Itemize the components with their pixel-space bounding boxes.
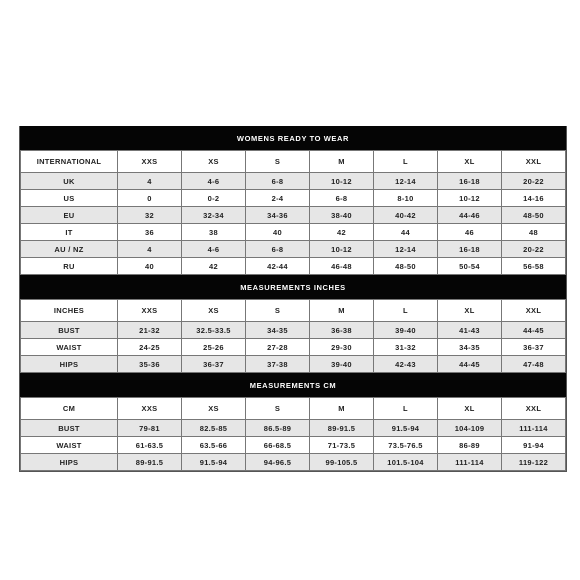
header-cell: XXS [118, 151, 182, 173]
size-value-cell: 6-8 [246, 241, 310, 258]
header-cell: XL [438, 151, 502, 173]
size-value-cell: 73.5-76.5 [374, 437, 438, 454]
size-value-cell: 34-35 [246, 322, 310, 339]
size-value-cell: 42 [182, 258, 246, 275]
size-value-cell: 101.5-104 [374, 454, 438, 471]
size-value-cell: 4-6 [182, 241, 246, 258]
header-cell: XL [438, 300, 502, 322]
size-table-measurements-inches [20, 299, 566, 373]
table-row [21, 454, 566, 471]
table-row [21, 224, 566, 241]
table-row [21, 322, 566, 339]
size-value-cell: 99-105.5 [310, 454, 374, 471]
size-value-cell: 44 [374, 224, 438, 241]
size-value-cell: 86-89 [438, 437, 502, 454]
size-value-cell: 12-14 [374, 241, 438, 258]
table-header-row [21, 151, 566, 173]
row-label-cell: EU [21, 207, 118, 224]
size-value-cell: 40-42 [374, 207, 438, 224]
header-cell: M [310, 300, 374, 322]
size-value-cell: 31-32 [374, 339, 438, 356]
header-cell: XS [182, 398, 246, 420]
row-label-cell: IT [21, 224, 118, 241]
size-value-cell: 119-122 [502, 454, 566, 471]
size-value-cell: 111-114 [502, 420, 566, 437]
size-value-cell: 6-8 [246, 173, 310, 190]
size-value-cell: 36 [118, 224, 182, 241]
row-label-cell: HIPS [21, 356, 118, 373]
size-value-cell: 39-40 [374, 322, 438, 339]
size-value-cell: 44-45 [438, 356, 502, 373]
size-value-cell: 10-12 [310, 173, 374, 190]
size-value-cell: 42 [310, 224, 374, 241]
header-cell: XS [182, 300, 246, 322]
section-title-measurements-cm: MEASUREMENTS CM [20, 373, 566, 397]
table-row [21, 258, 566, 275]
size-value-cell: 14-16 [502, 190, 566, 207]
size-value-cell: 91.5-94 [182, 454, 246, 471]
section-title-womens-ready-to-wear: WOMENS READY TO WEAR [20, 126, 566, 150]
row-label-cell: BUST [21, 420, 118, 437]
row-label-cell: HIPS [21, 454, 118, 471]
size-value-cell: 29-30 [310, 339, 374, 356]
size-value-cell: 34-35 [438, 339, 502, 356]
row-label-cell: WAIST [21, 437, 118, 454]
size-value-cell: 63.5-66 [182, 437, 246, 454]
size-value-cell: 91.5-94 [374, 420, 438, 437]
size-value-cell: 61-63.5 [118, 437, 182, 454]
size-value-cell: 16-18 [438, 173, 502, 190]
table-header-row [21, 300, 566, 322]
table-row [21, 190, 566, 207]
size-value-cell: 89-91.5 [310, 420, 374, 437]
size-value-cell: 36-37 [182, 356, 246, 373]
header-cell: XXL [502, 300, 566, 322]
size-value-cell: 32-34 [182, 207, 246, 224]
size-value-cell: 91-94 [502, 437, 566, 454]
size-value-cell: 0 [118, 190, 182, 207]
size-value-cell: 10-12 [438, 190, 502, 207]
header-cell: M [310, 151, 374, 173]
size-value-cell: 2-4 [246, 190, 310, 207]
size-value-cell: 16-18 [438, 241, 502, 258]
size-value-cell: 71-73.5 [310, 437, 374, 454]
header-cell: XL [438, 398, 502, 420]
row-label-cell: UK [21, 173, 118, 190]
section-title-measurements-inches: MEASUREMENTS INCHES [20, 275, 566, 299]
size-value-cell: 56-58 [502, 258, 566, 275]
header-cell: CM [21, 398, 118, 420]
size-value-cell: 46-48 [310, 258, 374, 275]
size-value-cell: 35-36 [118, 356, 182, 373]
size-value-cell: 36-37 [502, 339, 566, 356]
size-value-cell: 44-46 [438, 207, 502, 224]
size-table-womens-ready-to-wear [20, 150, 566, 275]
size-value-cell: 38-40 [310, 207, 374, 224]
header-cell: S [246, 151, 310, 173]
size-table-measurements-cm [20, 397, 566, 471]
size-value-cell: 42-44 [246, 258, 310, 275]
table-row [21, 356, 566, 373]
size-value-cell: 40 [246, 224, 310, 241]
row-label-cell: RU [21, 258, 118, 275]
size-value-cell: 0-2 [182, 190, 246, 207]
header-cell: L [374, 398, 438, 420]
size-value-cell: 12-14 [374, 173, 438, 190]
size-chart [19, 126, 567, 472]
size-value-cell: 48 [502, 224, 566, 241]
table-row [21, 420, 566, 437]
size-value-cell: 34-36 [246, 207, 310, 224]
size-value-cell: 39-40 [310, 356, 374, 373]
size-value-cell: 66-68.5 [246, 437, 310, 454]
header-cell: S [246, 398, 310, 420]
size-value-cell: 32 [118, 207, 182, 224]
size-value-cell: 8-10 [374, 190, 438, 207]
size-value-cell: 20-22 [502, 241, 566, 258]
size-value-cell: 89-91.5 [118, 454, 182, 471]
size-value-cell: 46 [438, 224, 502, 241]
row-label-cell: WAIST [21, 339, 118, 356]
table-row [21, 339, 566, 356]
row-label-cell: AU / NZ [21, 241, 118, 258]
size-value-cell: 50-54 [438, 258, 502, 275]
size-value-cell: 42-43 [374, 356, 438, 373]
size-value-cell: 10-12 [310, 241, 374, 258]
size-value-cell: 79-81 [118, 420, 182, 437]
row-label-cell: US [21, 190, 118, 207]
header-cell: M [310, 398, 374, 420]
size-value-cell: 104-109 [438, 420, 502, 437]
size-value-cell: 40 [118, 258, 182, 275]
header-cell: XXS [118, 300, 182, 322]
header-cell: INTERNATIONAL [21, 151, 118, 173]
size-value-cell: 94-96.5 [246, 454, 310, 471]
size-value-cell: 4 [118, 173, 182, 190]
header-cell: INCHES [21, 300, 118, 322]
size-value-cell: 48-50 [374, 258, 438, 275]
table-row [21, 173, 566, 190]
size-value-cell: 25-26 [182, 339, 246, 356]
size-value-cell: 27-28 [246, 339, 310, 356]
header-cell: S [246, 300, 310, 322]
size-value-cell: 38 [182, 224, 246, 241]
size-value-cell: 82.5-85 [182, 420, 246, 437]
table-row [21, 437, 566, 454]
size-value-cell: 48-50 [502, 207, 566, 224]
header-cell: XXL [502, 398, 566, 420]
row-label-cell: BUST [21, 322, 118, 339]
size-value-cell: 4-6 [182, 173, 246, 190]
size-value-cell: 6-8 [310, 190, 374, 207]
table-row [21, 241, 566, 258]
size-value-cell: 111-114 [438, 454, 502, 471]
size-value-cell: 20-22 [502, 173, 566, 190]
header-cell: L [374, 300, 438, 322]
size-value-cell: 44-45 [502, 322, 566, 339]
size-value-cell: 47-48 [502, 356, 566, 373]
table-row [21, 207, 566, 224]
size-value-cell: 86.5-89 [246, 420, 310, 437]
header-cell: XXS [118, 398, 182, 420]
size-value-cell: 24-25 [118, 339, 182, 356]
size-value-cell: 4 [118, 241, 182, 258]
size-value-cell: 21-32 [118, 322, 182, 339]
size-value-cell: 41-43 [438, 322, 502, 339]
header-cell: XS [182, 151, 246, 173]
table-header-row [21, 398, 566, 420]
size-value-cell: 36-38 [310, 322, 374, 339]
size-value-cell: 37-38 [246, 356, 310, 373]
size-value-cell: 32.5-33.5 [182, 322, 246, 339]
header-cell: XXL [502, 151, 566, 173]
header-cell: L [374, 151, 438, 173]
